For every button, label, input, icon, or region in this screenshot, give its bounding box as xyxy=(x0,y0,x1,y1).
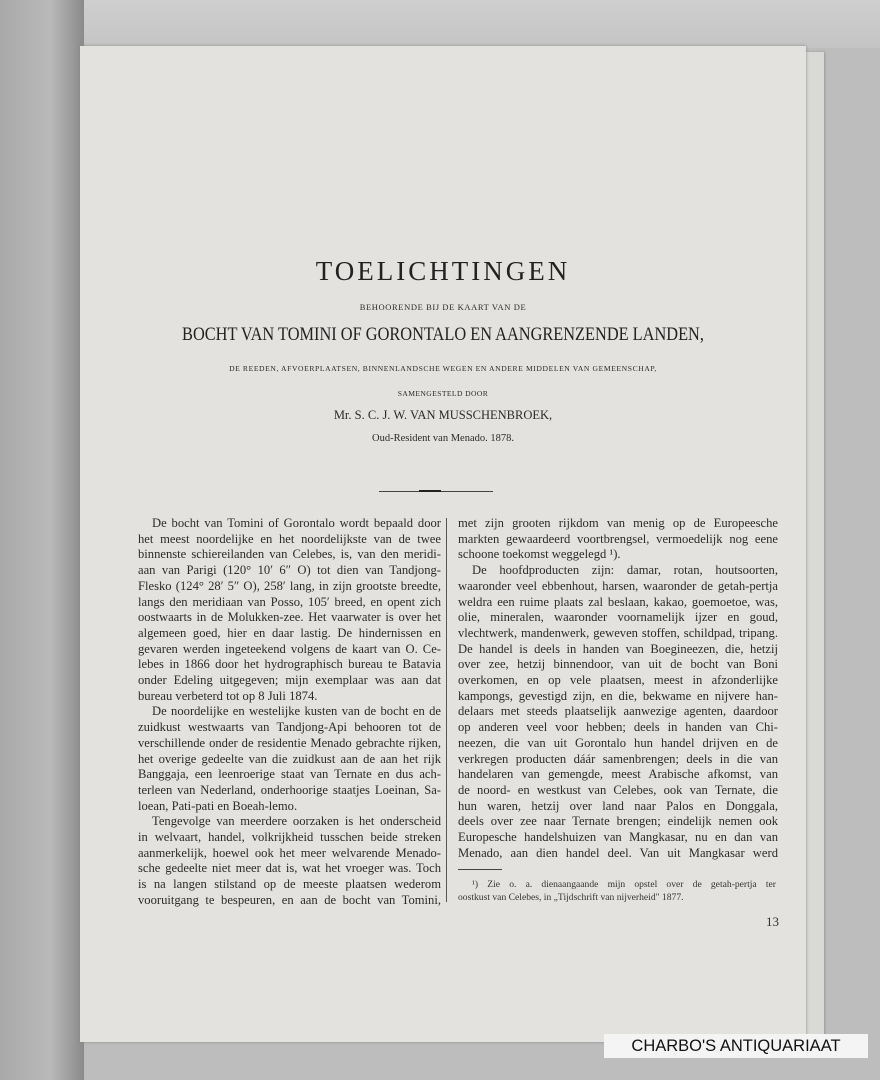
text-line: handelaren van gemengde, meest Arabische afkomst, van xyxy=(458,767,778,782)
right-text-column xyxy=(458,516,778,861)
footnote-rule xyxy=(458,869,502,870)
text-line: markten gewaardeerd voortbrengsel, vermoedelijk nog eene xyxy=(458,531,778,546)
text-line: het overige gedeelte van die zuidkust aan de aan het rijk xyxy=(138,751,441,766)
text-line: langs den meridiaan van Posso, 105′ breed, en opent zich xyxy=(138,594,441,609)
text-line: verkregen producten dáár samenbrengen; deels in die van xyxy=(458,751,778,766)
text-line: Tengevolge van meerdere oorzaken is het onderscheid xyxy=(152,814,441,829)
text-line: Europesche handelshuizen van Mangkasar, nu en dan van xyxy=(458,830,778,845)
text-line: deels over zee naar Ternate brengen; eindelijk nemen ook xyxy=(458,814,778,829)
ornamental-rule xyxy=(379,491,493,492)
text-line: verschillende onder de residentie Menado gebrachte rijken, xyxy=(138,735,441,750)
text-line: over zee, hetzij binnendoor, van uit de bocht van Boni xyxy=(458,657,778,672)
page-number: 13 xyxy=(766,914,779,929)
text-line: Banggaja, een leenroerige staat van Ternate en dus ach- xyxy=(138,767,441,782)
text-line: De bocht van Tomini of Gorontalo wordt bepaald door xyxy=(152,516,441,530)
left-text-column xyxy=(138,516,441,909)
text-line: op anderen veel voor hebben; deels in handen van Chi- xyxy=(458,720,778,735)
text-line: oostkust van Celebes, in „Tijdschrift van nijverheid" 1877. xyxy=(458,892,684,903)
text-line: is na langen stilstand op de meeste plaatsen wederom xyxy=(138,877,441,892)
text-line: de noord- en westkust van Celebes, ook van Ternate, die xyxy=(458,782,778,797)
text-line: delaars met steeds plaatselijk aanwezige agenten, daardoor xyxy=(458,704,778,719)
text-line: het meest noordelijke en het noordelijkste van de twee xyxy=(138,531,441,546)
compiled-by-label: SAMENGESTELD DOOR xyxy=(397,389,489,398)
column-divider xyxy=(446,518,447,902)
main-title: BOCHT VAN TOMINI OF GORONTALO EN AANGRENZENDE LANDEN, xyxy=(182,324,704,345)
text-line: aanmerkelijk, hoewel ook het meer welvarende Menado- xyxy=(138,845,441,860)
text-line: overkomen, en op vele plaatsen, meest in afzonderlijke xyxy=(458,673,778,688)
text-line: terleen van Nederland, onderhoorige staatjes Loeinan, Sa- xyxy=(138,782,441,797)
subtitle-description: DE REEDEN, AFVOERPLAATSEN, BINNENLANDSCHE WEGEN EN ANDERE MIDDELEN VAN GEMEENSCHAP, xyxy=(229,364,657,373)
text-line: weldra een ruime plaats zal beslaan, kakao, goemoetoe, was, xyxy=(458,594,778,609)
text-line: zuidkust westwaarts van Tandjong-Api behooren tot de xyxy=(138,720,441,735)
text-line: sche gedeelte niet meer dat is, wat het vroeger was. Toch xyxy=(138,861,441,876)
text-line: onder Edeling uitgegeven; mijn exemplaar was aan dat xyxy=(138,673,441,688)
text-line: neezen, die van uit Gorontalo hun handel drijven en de xyxy=(458,735,778,750)
text-line: algemeen goed, hier en daar lastig. De hindernissen en xyxy=(138,625,441,640)
text-line: Flesko (124° 28′ 5″ O), 258′ lang, in zijn grootste breedte, xyxy=(138,578,441,593)
author-name: Mr. S. C. J. W. VAN MUSSCHENBROEK, xyxy=(333,408,553,422)
background-surface xyxy=(0,0,880,48)
text-line: gevaren werden ingeteekend volgens de kaart van O. Ce- xyxy=(138,641,441,656)
subtitle-belonging: BEHOORENDE BIJ DE KAART VAN DE xyxy=(359,302,527,312)
footnote xyxy=(458,878,776,904)
text-line: olie, mineralen, waaronder voornamelijk ijzer en goud, xyxy=(458,610,778,625)
text-line: De hoofdproducten zijn: damar, rotan, houtsoorten, xyxy=(472,563,778,578)
text-line: binnenste schiereilanden van Celebes, is, van den meridi- xyxy=(138,547,441,562)
watermark: CHARBO'S ANTIQUARIAAT xyxy=(604,1034,868,1058)
document-page xyxy=(80,46,806,1042)
text-line: De noordelijke en westelijke kusten van de bocht en de xyxy=(152,704,441,719)
text-line: waaronder veel ebbenhout, harsen, waaronder de getah-pertja xyxy=(458,578,778,593)
text-line: vlechtwerk, mandenwerk, geweven stoffen, schildpad, tripang. xyxy=(458,625,778,640)
text-line: ¹) Zie o. a. dienaangaande mijn opstel over de getah-pertja ter xyxy=(472,879,776,890)
text-line: vooruitgang te bespeuren, en aan de bocht van Tomini, xyxy=(138,892,441,907)
text-line: schoone toekomst weggelegd ¹). xyxy=(458,547,621,562)
text-line: hun waren, hetzij over land naar Palos en Donggala, xyxy=(458,798,778,813)
book-binding-edge xyxy=(0,0,84,1080)
text-line: met zijn grooten rijkdom van menig op de Europeesche xyxy=(458,516,778,530)
text-line: lebes in 1866 door het hydrographisch bureau te Batavia xyxy=(138,657,441,672)
text-line: aan van Parigi (120° 10′ 6″ O) tot dien van Tandjong- xyxy=(138,563,441,578)
author-title: Oud-Resident van Menado. 1878. xyxy=(371,433,515,444)
text-line: Menado, aan dien handel deel. Van uit Mangkasar werd xyxy=(458,845,778,860)
text-line: De handel is deels in handen van Boegineezen, die, hetzij xyxy=(458,641,778,656)
text-line: bureau verbeterd tot op 8 Juli 1874. xyxy=(138,688,318,703)
text-line: kampongs, gevestigd zijn, en die, bekwame en nijvere han- xyxy=(458,688,778,703)
text-line: oostwaarts in de Molukken-zee. Het vaarwater is over het xyxy=(138,610,441,625)
text-line: in welvaart, handel, volkrijkheid tusschen beide streken xyxy=(138,830,441,845)
document-title: TOELICHTINGEN xyxy=(315,256,571,286)
text-line: loean, Pati-pati en Boeah-lemo. xyxy=(138,798,298,813)
